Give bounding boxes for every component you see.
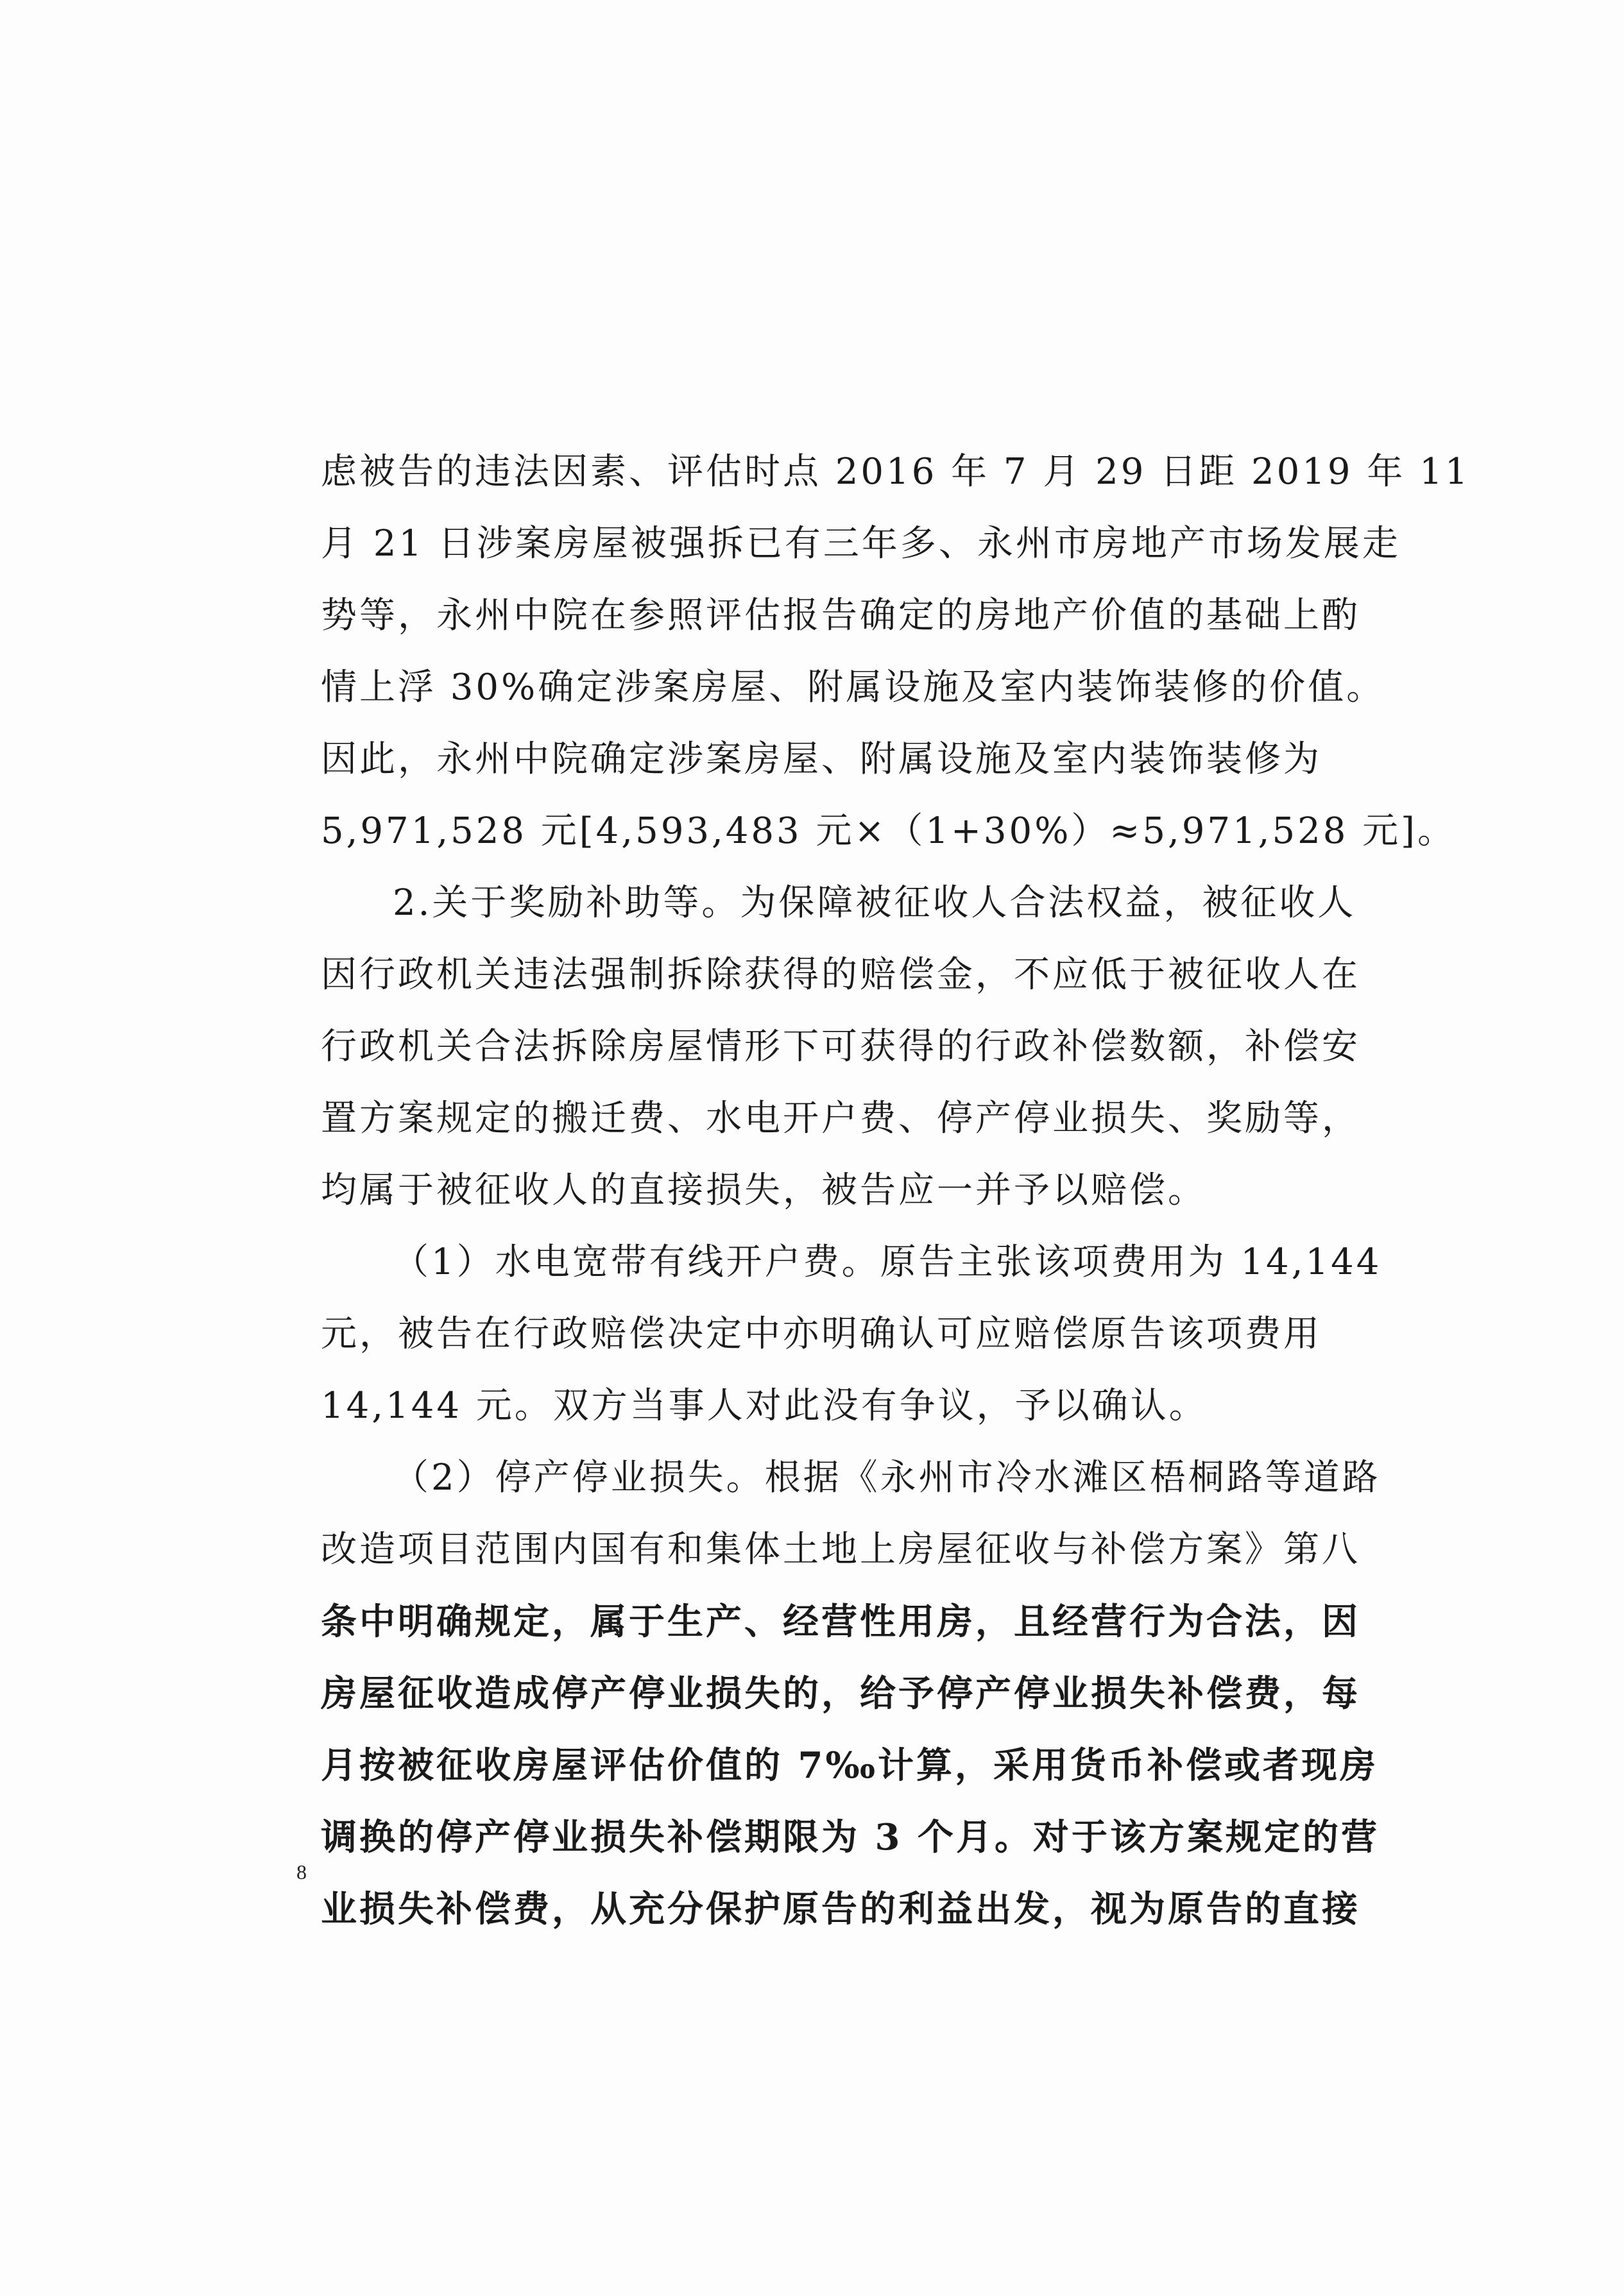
text-line: 情上浮 30%确定涉案房屋、附属设施及室内装饰装修的价值。 [321,667,1385,708]
text-line: 因此，永州中院确定涉案房屋、附属设施及室内装饰装修为 [321,738,1322,780]
text-line: 房屋征收造成停产停业损失的，给予停产停业损失补偿费，每 [321,1672,1360,1715]
text-line: （1）水电宽带有线开户费。原告主张该项费用为 14,144 [393,1241,1382,1283]
text-line: 均属于被征收人的直接损失，被告应一并予以赔偿。 [321,1169,1206,1211]
text-line: 虑被告的违法因素、评估时点 2016 年 7 月 29 日距 2019 年 11 [321,451,1471,493]
page-number: 8 [296,1860,307,1884]
text-line: 月 21 日涉案房屋被强拆已有三年多、永州市房地产市场发展走 [321,523,1401,565]
text-line: 改造项目范围内国有和集体土地上房屋征收与补偿方案》第八 [321,1529,1360,1570]
text-line: 14,144 元。双方当事人对此没有争议，予以确认。 [321,1385,1208,1427]
text-line: 行政机关合法拆除房屋情形下可获得的行政补偿数额，补偿安 [321,1026,1360,1067]
text-line: 调换的停产停业损失补偿期限为 3 个月。对于该方案规定的营 [321,1816,1380,1858]
text-line: 置方案规定的搬迁费、水电开户费、停产停业损失、奖励等， [321,1098,1360,1139]
text-line: 因行政机关违法强制拆除获得的赔偿金，不应低于被征收人在 [321,954,1360,996]
text-line: 势等，永州中院在参照评估报告确定的房地产价值的基础上酌 [321,595,1360,636]
text-line: 月按被征收房屋评估价值的 7‰计算，采用货币补偿或者现房 [321,1744,1379,1787]
text-line: 业损失补偿费，从充分保护原告的利益出发，视为原告的直接 [321,1888,1360,1930]
text-line: （2）停产停业损失。根据《永州市冷水滩区梧桐路等道路 [393,1457,1381,1499]
text-line: 元，被告在行政赔偿决定中亦明确认可应赔偿原告该项费用 [321,1313,1322,1355]
text-line: 5,971,528 元[4,593,483 元×（1+30%）≈5,971,528 元]。 [321,810,1456,852]
document-body [321,436,1471,1945]
text-line: 条中明确规定，属于生产、经营性用房，且经营行为合法，因 [321,1601,1360,1643]
text-line: 2.关于奖励补助等。为保障被征收人合法权益，被征收人 [393,882,1356,924]
